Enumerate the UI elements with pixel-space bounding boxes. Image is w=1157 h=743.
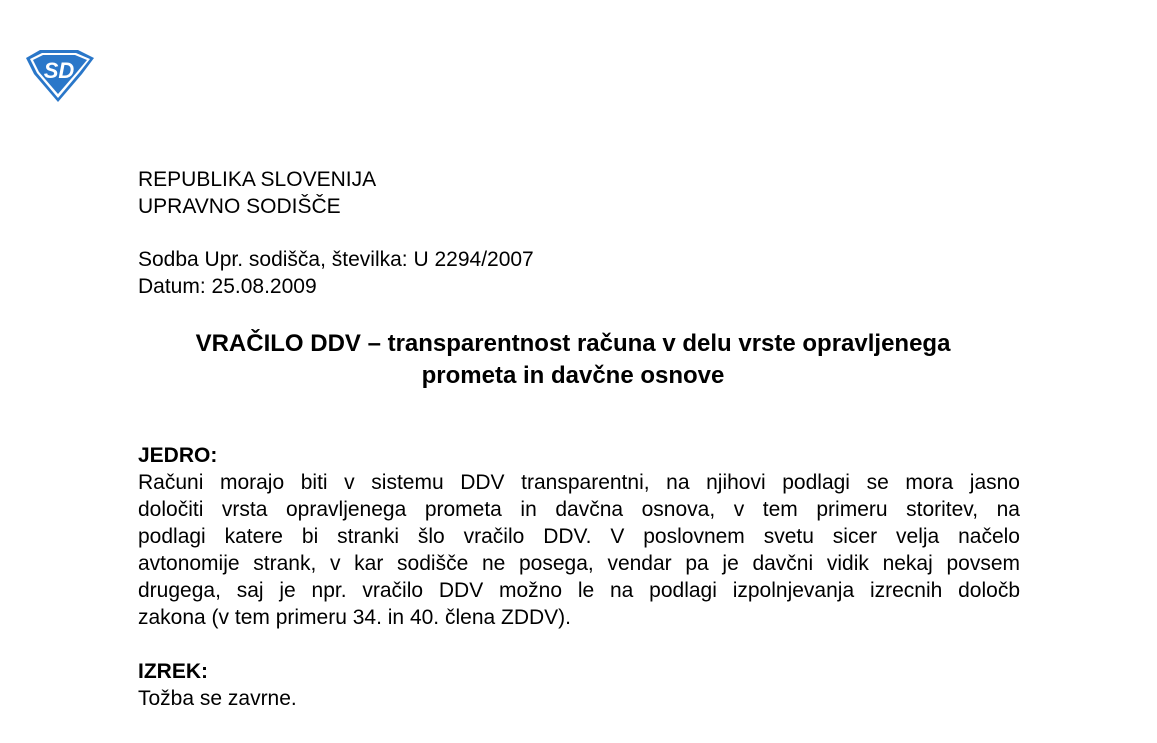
izrek-text: Tožba se zavrne. — [138, 687, 297, 710]
document-title — [132, 328, 1014, 392]
jedro-line: drugega, saj je npr. vračilo DDV možno le na podlagi izpolnjevanja izrecnih določb — [138, 579, 1020, 602]
republic-name: REPUBLIKA SLOVENIJA — [138, 168, 377, 191]
jedro-line: zakona (v tem primeru 34. in 40. člena ZDDV). — [138, 606, 572, 629]
title-line-1: VRAČILO DDV – transparentnost računa v delu vrste opravljenega — [195, 330, 951, 357]
jedro-line: avtonomije strank, v kar sodišče ne posega, vendar pa je davčni vidik nekaj povsem — [138, 552, 1020, 575]
title-line-2: prometa in davčne osnove — [421, 362, 725, 389]
court-name: UPRAVNO SODIŠČE — [138, 195, 341, 218]
izrek-heading: IZREK: — [138, 660, 208, 683]
jedro-paragraph — [138, 469, 1020, 631]
jedro-line: Računi morajo biti v sistemu DDV transparentni, na njihovi podlagi se mora jasno — [138, 471, 1020, 494]
logo-emblem-icon — [22, 48, 96, 104]
svg-text:SD: SD — [43, 58, 75, 83]
court-logo — [22, 48, 96, 104]
jedro-heading: JEDRO: — [138, 444, 218, 467]
jedro-line: podlagi katere bi stranki šlo vračilo DDV. V poslovnem svetu sicer velja načelo — [138, 525, 1020, 548]
jedro-line: določiti vrsta opravljenega prometa in davčna osnova, v tem primeru storitev, na — [138, 498, 1020, 521]
judgment-date: Datum: 25.08.2009 — [138, 275, 317, 298]
document-body — [138, 166, 1020, 712]
case-number: Sodba Upr. sodišča, številka: U 2294/2007 — [138, 248, 534, 271]
